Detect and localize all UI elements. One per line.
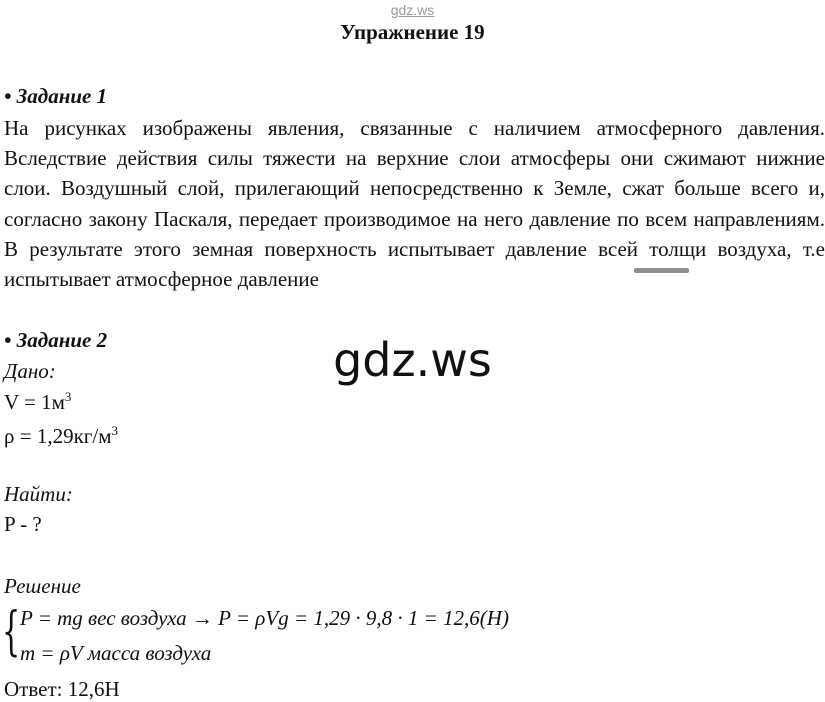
system-brace: { — [2, 602, 21, 662]
given-volume-exp: 3 — [64, 389, 72, 404]
given-label: Дано: — [4, 359, 56, 383]
answer: Ответ: 12,6Н — [4, 677, 120, 701]
task1-text: На рисунках изображены явления, связанные с наличием атмосферного давления. Вследствие действия силы тяжести на верхние слои атмосферы они сжимают нижние слои. Воздушный слой, прилегающий непосредственно к Земле, сжат больше всего и, согласно закону Паскаля, передает производимое на него давление по всем направлениям. В результате этого земная поверхность испытывает давление всей толщи воздуха, т.е испытывает атмосферное давление — [4, 116, 825, 292]
given-volume — [4, 389, 71, 415]
task1-heading: • Задание 1 — [4, 84, 108, 108]
find-label: Найти: — [4, 482, 73, 506]
ink-smudge — [634, 268, 689, 273]
formula-line-1: P = mg вес воздуха → P = ρVg = 1,29 · 9,8 · 1 = 12,6(H) — [20, 606, 509, 630]
watermark-center: gdz.ws — [333, 333, 492, 387]
given-density-exp: 3 — [111, 423, 119, 438]
given-volume-text: V = 1м — [4, 390, 65, 414]
given-density — [4, 423, 118, 449]
task2-heading: • Задание 2 — [4, 328, 108, 352]
formula-line-2: m = ρV масса воздуха — [20, 641, 212, 665]
watermark-top: gdz.ws — [390, 2, 435, 18]
find-value: P - ? — [4, 512, 42, 536]
page-title: Упражнение 19 — [340, 20, 485, 44]
given-density-text: ρ = 1,29кг/м — [4, 424, 112, 448]
solution-label: Решение — [4, 574, 81, 598]
